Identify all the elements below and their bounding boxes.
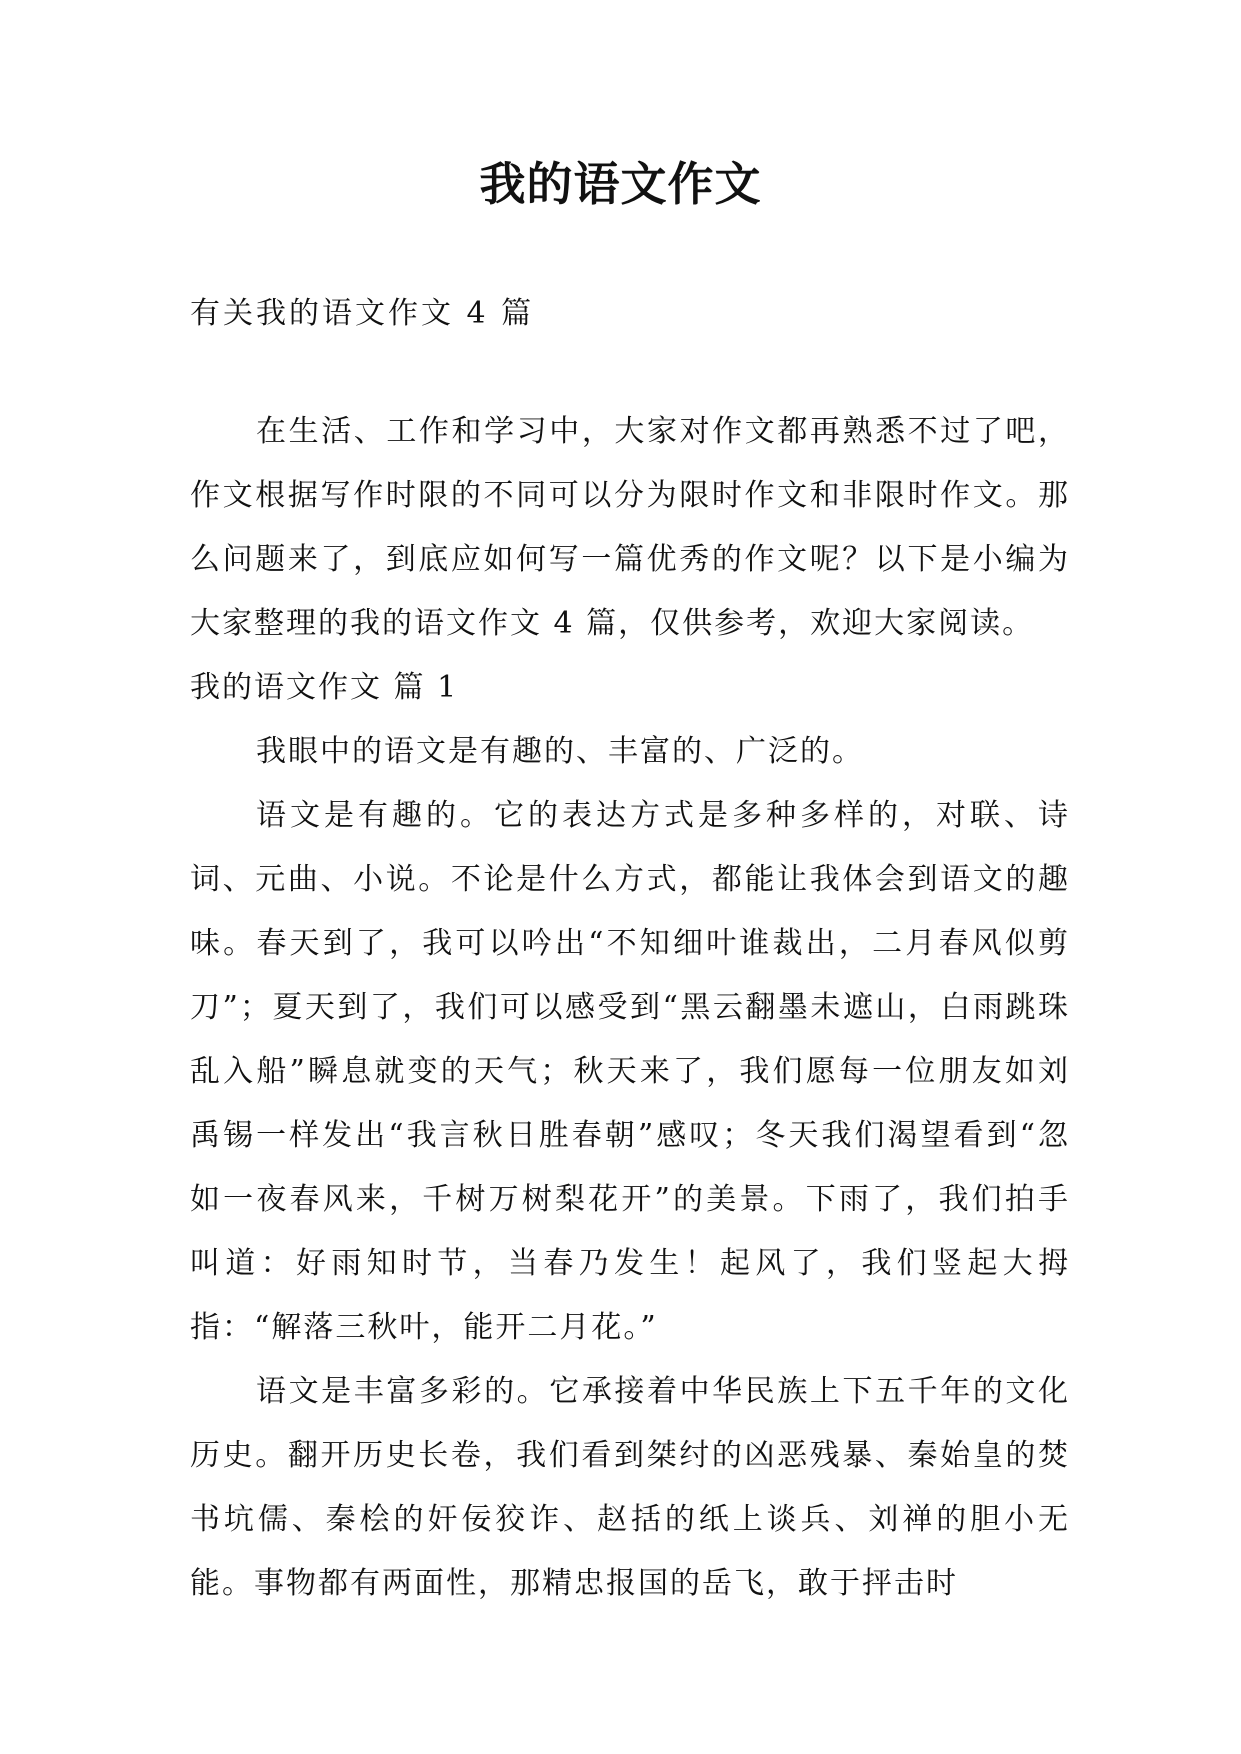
body-paragraph: 我眼中的语文是有趣的、丰富的、广泛的。 — [256, 734, 864, 769]
document-body — [190, 400, 1070, 1616]
intro-paragraph: 在生活、工作和学习中，大家对作文都再熟悉不过了吧，作文根据写作时限的不同可以分为限时作文和非限时作文。那么问题来了，到底应如何写一篇优秀的作文呢？以下是小编为大家整理的我的语文作文 4 篇，仅供参考，欢迎大家阅读。 — [190, 414, 1070, 641]
body-paragraph: 语文是丰富多彩的。它承接着中华民族上下五千年的文化历史。翻开历史长卷，我们看到桀纣的凶恶残暴、秦始皇的焚书坑儒、秦桧的奸佞狡诈、赵括的纸上谈兵、刘禅的胆小无能。事物都有两面性，那精忠报国的岳飞，敢于抨击时 — [190, 1374, 1070, 1601]
body-paragraph: 语文是有趣的。它的表达方式是多种多样的，对联、诗词、元曲、小说。不论是什么方式，都能让我体会到语文的趣味。春天到了，我可以吟出“不知细叶谁裁出，二月春风似剪刀”；夏天到了，我们可以感受到“黑云翻墨未遮山，白雨跳珠乱入船”瞬息就变的天气；秋天来了，我们愿每一位朋友如刘禹锡一样发出“我言秋日胜春朝”感叹；冬天我们渴望看到“忽如一夜春风来，千树万树梨花开”的美景。下雨了，我们拍手叫道：好雨知时节，当春乃发生！起风了，我们竖起大拇指：“解落三秋叶，能开二月花。” — [190, 798, 1070, 1345]
document-subtitle: 有关我的语文作文 4 篇 — [190, 296, 535, 331]
section-heading: 我的语文作文 篇 1 — [190, 670, 459, 705]
document-title: 我的语文作文 — [479, 157, 762, 211]
